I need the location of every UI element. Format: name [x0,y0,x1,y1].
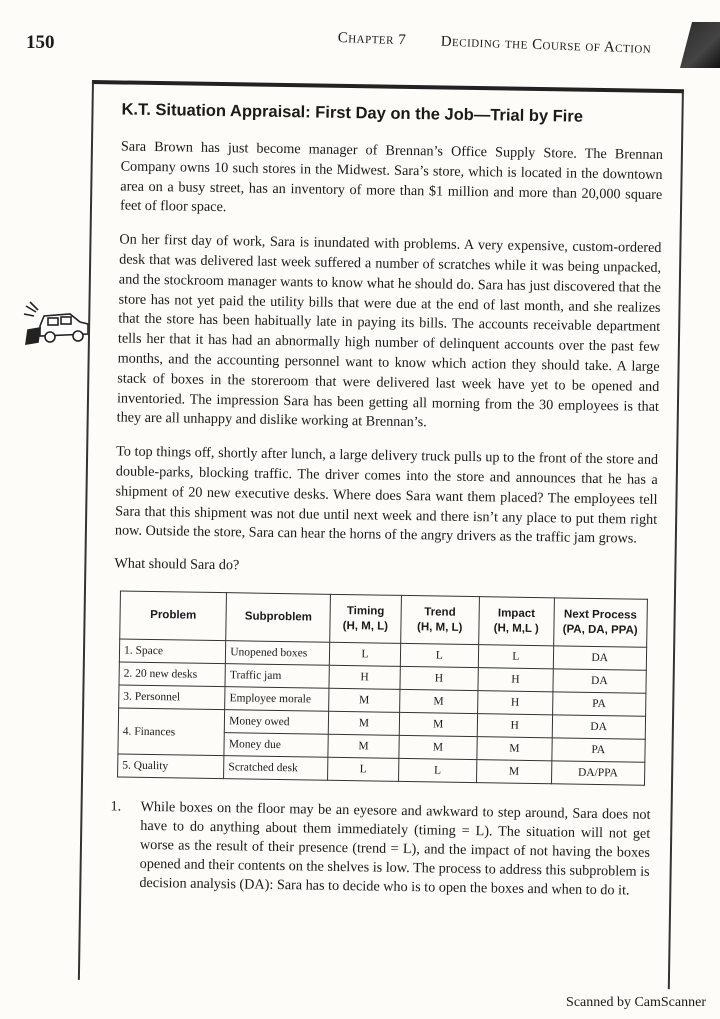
section-label: Deciding the Course of Action [440,33,652,57]
cell-trend: M [398,736,477,760]
cell-timing: M [328,734,398,758]
item-number: 1. [110,798,122,815]
scanner-watermark: Scanned by CamScanner [566,995,706,1010]
cell-trend: H [399,667,478,691]
header-next-process: Next Process (PA, DA, PPA) [553,598,647,647]
numbered-explanation [109,798,652,902]
cell-next-process: PA [551,738,645,762]
table-header-row [120,591,648,647]
page-number: 150 [26,32,55,53]
case-box [78,80,684,989]
cell-timing: L [330,642,400,666]
cell-subproblem: Unopened boxes [226,641,330,666]
cell-timing: H [329,665,399,689]
case-paragraph: To top things off, shortly after lunch, a large delivery truck pulls up to the front of the store and double-parks, blocking traffic. The driver comes into the store and announces that he has a shipment of 20 new executive desks. Where does Sara want them placed? The employees tell Sara that this shipment was not due until next week and there isn’t any place to put them right now. Outside the store, Sara can hear the horns of the angry drivers as the traffic jam grows. [114,443,659,547]
cell-impact: M [477,760,552,784]
cell-impact: M [477,737,552,761]
situation-appraisal-table [117,591,648,786]
cell-trend: M [399,690,478,714]
cell-subproblem: Employee morale [225,687,329,712]
cell-timing: L [328,757,398,781]
cell-next-process: DA [552,715,646,739]
cell-impact: H [478,668,553,692]
cell-problem: 5. Quality [118,754,225,779]
header-problem: Problem [120,591,227,641]
cell-trend: L [398,759,477,783]
item-text: While boxes on the floor may be an eyesore and awkward to step around, Sara does not have to do anything about them immediately (timing = L). The situation will not get worse as the result of their presence (trend = L), and the impact of not having the boxes opened and their contents on the shelves is low. The process to address this subproblem is decision analysis (DA): Sara has to decide who is to open the boxes and when to do it. [139,798,651,899]
cell-subproblem: Scratched desk [224,756,328,781]
cell-next-process: DA [552,669,646,693]
header-trend: Trend (H, M, L) [400,596,479,645]
cell-subproblem: Traffic jam [225,664,329,689]
page-edge-shadow [680,22,720,68]
cell-next-process: PA [552,692,646,716]
running-head [337,30,651,58]
case-title: K.T. Situation Appraisal: First Day on the Job—Trial by Fire [121,100,584,126]
cell-next-process: DA [553,646,647,670]
cell-subproblem: Money owed [225,710,329,735]
cell-problem: 1. Space [119,639,226,664]
cell-subproblem: Money due [224,733,328,758]
cell-problem: 4. Finances [118,708,225,756]
header-timing: Timing (H, M, L) [330,594,401,643]
cell-impact: H [477,714,552,738]
cell-problem: 3. Personnel [119,685,226,710]
car-horn-icon [22,300,92,348]
cell-next-process: DA/PPA [551,761,645,785]
case-paragraph: Sara Brown has just become manager of Brennan’s Office Supply Store. The Brennan Company owns 10 such stores in the Midwest. Sara’s store, which is located in the downtown area on a busy street, has an inventory of more than $1 million and more than 20,000 square feet of floor space. [119,138,664,216]
cell-impact: H [478,691,553,715]
cell-timing: M [329,711,399,735]
header-subproblem: Subproblem [226,593,331,643]
chapter-label: Chapter 7 [337,30,407,49]
cell-trend: M [399,713,478,737]
cell-impact: L [478,645,553,669]
header-impact: Impact (H, M,L ) [479,597,554,646]
cell-trend: L [400,644,479,668]
cell-problem: 2. 20 new desks [119,662,226,687]
case-paragraph: On her first day of work, Sara is inundated with problems. A very expensive, custom-ordered desk that was delivered last week suffered a number of scratches while it was being unpacked, and the stockroom manager wants to know what he should do. Sara has just discovered that the store has not yet paid the utility bills that were due at the end of last month, and she realizes that the store has been habitually late in paying its bills. The accounts receivable department tells her that it has had an abnormally high number of delinquent accounts over the past few months, and the accounting personnel want to know which action they should take. A large stack of boxes in the storeroom that were delivered last week have yet to be opened and inventoried. The impression Sara has been getting all morning from the 30 employees is that they are all unhappy and dislike working at Brennan’s. [116,231,662,431]
case-question: What should Sara do? [114,555,240,574]
cell-timing: M [329,688,399,712]
